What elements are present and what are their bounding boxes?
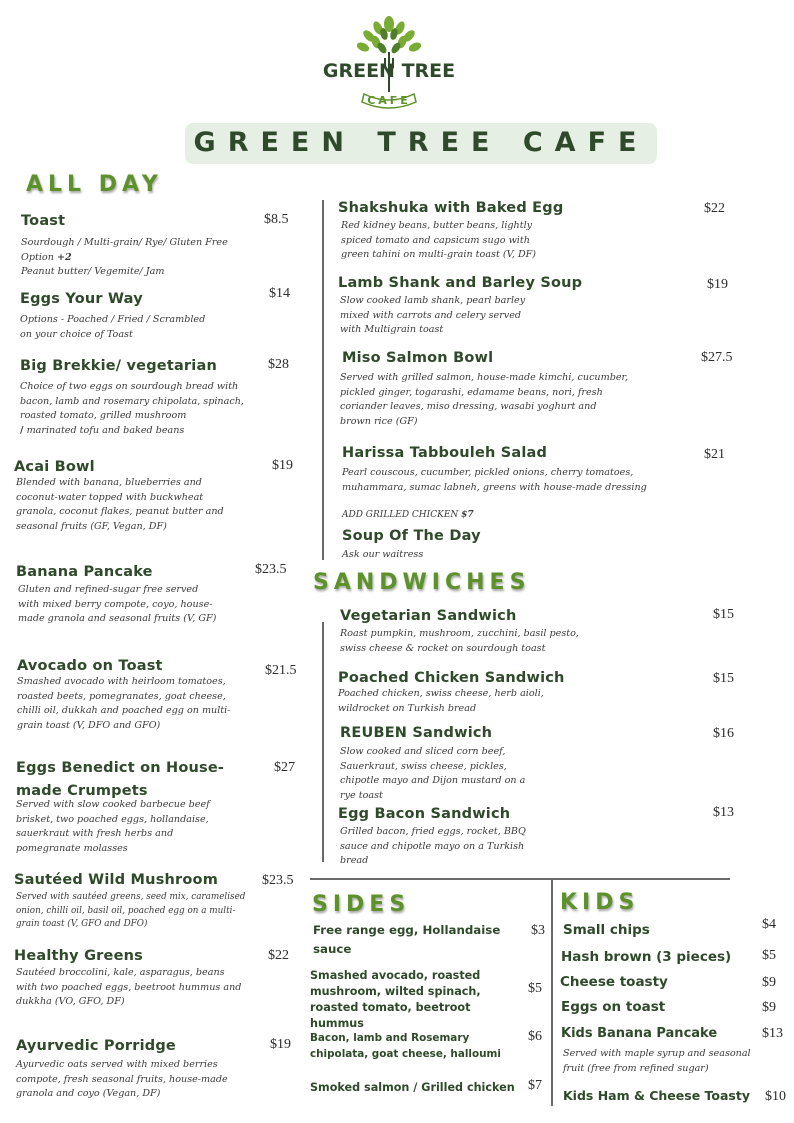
menu-item-desc: Served with grilled salmon, house-made kimchi, cucumber, pickled ginger, togarashi, edamame beans, nori, fresh coriander leaves, miso dressing, wasabi yoghurt and brown rice (GF) — [340, 372, 629, 427]
side-item-name: Smashed avocado, roasted mushroom, wilted spinach, roasted tomato, beetroot hummus — [310, 969, 481, 1030]
menu-item-name: Harissa Tabbouleh Salad — [342, 445, 548, 461]
menu-item-name: Lamb Shank and Barley Soup — [338, 275, 583, 291]
menu-item-desc: Pearl couscous, cucumber, pickled onions, cherry tomatoes, muhammara, sumac labneh, greens with house-made dressing — [342, 467, 647, 493]
menu-item-price: $23.5 — [262, 873, 294, 888]
menu-item-name: Miso Salmon Bowl — [342, 350, 494, 366]
desc-extra-price: +2 — [56, 251, 72, 263]
menu-item-price: $21 — [704, 447, 725, 462]
side-item-name: Free range egg, Hollandaise sauce — [313, 923, 501, 956]
addon-line — [342, 508, 474, 523]
kids-item-price: $9 — [762, 1000, 776, 1015]
menu-item-name: Avocado on Toast — [17, 658, 163, 674]
kids-item-name: Kids Ham & Cheese Toasty — [563, 1088, 750, 1103]
kids-item-name: Hash brown (3 pieces) — [561, 949, 732, 965]
menu-item-name: Banana Pancake — [16, 564, 153, 580]
kids-item-price: $10 — [765, 1089, 786, 1104]
desc-text: Choice of two eggs on sourdough bread with bacon, lamb and rosemary chipolata, spinach, roasted tomato, grilled mushroom — [20, 381, 244, 421]
cafe-logo — [318, 14, 460, 116]
menu-item-price: $19 — [707, 277, 728, 292]
menu-item-desc: Grilled bacon, fried eggs, rocket, BBQ sauce and chipotle mayo on a Turkish bread — [340, 826, 526, 866]
menu-item-name: Ayurvedic Porridge — [16, 1038, 176, 1054]
menu-item-price: $19 — [270, 1037, 291, 1052]
menu-item-desc: Served with sautéed greens, seed mix, caramelised onion, chilli oil, basil oil, poached egg on a multi-grain toast (V, GFO and DFO) — [16, 892, 246, 929]
menu-item-price: $27 — [274, 760, 295, 775]
menu-item-desc: Red kidney beans, butter beans, lightly spiced tomato and capsicum sugo with green tahini on multi-grain toast (V, DF) — [341, 220, 537, 260]
kids-item-name: Cheese toasty — [560, 974, 668, 990]
kids-item-price: $9 — [762, 975, 776, 990]
side-item-price: $6 — [528, 1029, 542, 1044]
logo-text-green-tree: GREEN TREE — [322, 60, 456, 82]
menu-item-desc: Ayurvedic oats served with mixed berries compote, fresh seasonal fruits, house-made granola and coyo (Vegan, DF) — [16, 1059, 228, 1099]
menu-item-desc — [21, 236, 236, 280]
menu-item-name: REUBEN Sandwich — [340, 725, 493, 741]
menu-item-desc: Sautéed broccolini, kale, asparagus, beans with two poached eggs, beetroot hummus and dukkha (VO, GFO, DF) — [16, 967, 242, 1007]
menu-item-price: $28 — [268, 357, 289, 372]
menu-item-desc: Served with slow cooked barbecue beef brisket, two poached eggs, hollandaise, sauerkraut with fresh herbs and pomegranate molasses — [16, 799, 210, 854]
menu-item-name: Egg Bacon Sandwich — [338, 806, 511, 822]
menu-item-price: $16 — [713, 726, 734, 741]
menu-item-name: Shakshuka with Baked Egg — [338, 200, 564, 216]
menu-item-price: $23.5 — [255, 562, 287, 577]
menu-item-name: Vegetarian Sandwich — [340, 608, 517, 624]
side-item-price: $7 — [528, 1078, 542, 1093]
menu-item-name: Sautéed Wild Mushroom — [14, 872, 219, 888]
menu-item-price: $13 — [713, 805, 734, 820]
menu-item-name: Big Brekkie/ vegetarian — [20, 358, 217, 374]
desc-text-2: Peanut butter/ Vegemite/ Jam — [21, 266, 165, 277]
section-heading-all-day: ALL DAY — [26, 172, 163, 197]
column-divider — [322, 200, 324, 560]
side-item-price: $5 — [528, 981, 542, 996]
menu-item-price: $14 — [269, 286, 290, 301]
menu-item-price: $19 — [272, 458, 293, 473]
addon-label: ADD GRILLED CHICKEN — [342, 510, 459, 520]
menu-item-desc: Slow cooked lamb shank, pearl barley mixed with carrots and celery served with Multigrain toast — [340, 295, 526, 335]
kids-item-name: Small chips — [563, 922, 650, 938]
menu-item-price: $22 — [268, 948, 289, 963]
menu-item-price: $22 — [704, 201, 725, 216]
title-band — [185, 123, 657, 164]
logo-text-cafe: CAFE — [367, 94, 411, 107]
side-item-name: Bacon, lamb and Rosemary chipolata, goat cheese, halloumi — [310, 1032, 501, 1060]
menu-item-price: $21.5 — [265, 663, 297, 678]
horizontal-divider — [310, 878, 730, 880]
menu-item-desc: Roast pumpkin, mushroom, zucchini, basil pesto, swiss cheese & rocket on sourdough toast — [340, 628, 579, 654]
kids-item-price: $4 — [762, 917, 776, 932]
menu-item-desc: Gluten and refined-sugar free served with mixed berry compote, coyo, house-made granola and seasonal fruits (V, GF) — [18, 584, 217, 624]
kids-item-name: Eggs on toast — [561, 999, 666, 1015]
menu-item-price: $15 — [713, 671, 734, 686]
section-heading-sides: SIDES — [312, 892, 411, 917]
desc-text-2: marinated tofu and baked beans — [26, 424, 185, 436]
menu-item-desc: Smashed avocado with heirloom tomatoes, roasted beets, pomegranates, goat cheese, chilli oil, dukkah and poached egg on multi-grain toast (V, DFO and GFO) — [17, 676, 231, 731]
menu-item-price: $8.5 — [264, 212, 289, 227]
menu-item-desc: Blended with banana, blueberries and coconut-water topped with buckwheat granola, coconut flakes, peanut butter and seasonal fruits (GF, Vegan, DF) — [16, 477, 224, 532]
menu-item-desc — [20, 380, 258, 438]
menu-item-name: Soup Of The Day — [342, 528, 481, 544]
menu-item-price: $15 — [713, 607, 734, 622]
menu-item-desc: Slow cooked and sliced corn beef, Sauerkraut, swiss cheese, pickles, chipotle mayo and Dijon mustard on a rye toast — [340, 746, 526, 801]
section-heading-kids: KIDS — [560, 890, 640, 915]
menu-item-name: Acai Bowl — [14, 459, 95, 475]
section-heading-sandwiches: SANDWICHES — [313, 570, 531, 595]
column-divider — [551, 880, 553, 1106]
menu-item-name: Toast — [21, 213, 66, 229]
menu-item-price: $27.5 — [701, 350, 733, 365]
addon-price: $7 — [461, 510, 474, 520]
side-item-price: $3 — [531, 923, 545, 938]
menu-item-desc: Ask our waitress — [342, 549, 424, 560]
page-title: GREEN TREE CAFE — [193, 127, 649, 158]
kids-item-name: Kids Banana Pancake — [561, 1026, 718, 1041]
menu-item-desc: Poached chicken, swiss cheese, herb aioli, wildrocket on Turkish bread — [338, 688, 544, 714]
desc-slash: / — [20, 424, 24, 436]
kids-item-price: $13 — [762, 1026, 783, 1041]
menu-item-name: Eggs Benedict on House-made Crumpets — [16, 760, 225, 799]
menu-item-name: Poached Chicken Sandwich — [338, 670, 565, 686]
menu-item-desc: Options - Poached / Fried / Scrambled on your choice of Toast — [20, 314, 206, 340]
menu-item-name: Healthy Greens — [14, 948, 143, 964]
kids-item-desc: Served with maple syrup and seasonal fruit (free from refined sugar) — [563, 1048, 751, 1074]
kids-item-price: $5 — [762, 948, 776, 963]
desc-text: Sourdough / Multi-grain/ Rye/ Gluten Free Option — [21, 237, 228, 263]
menu-item-name: Eggs Your Way — [20, 291, 143, 307]
side-item-name: Smoked salmon / Grilled chicken — [310, 1081, 515, 1094]
column-divider — [322, 622, 324, 862]
